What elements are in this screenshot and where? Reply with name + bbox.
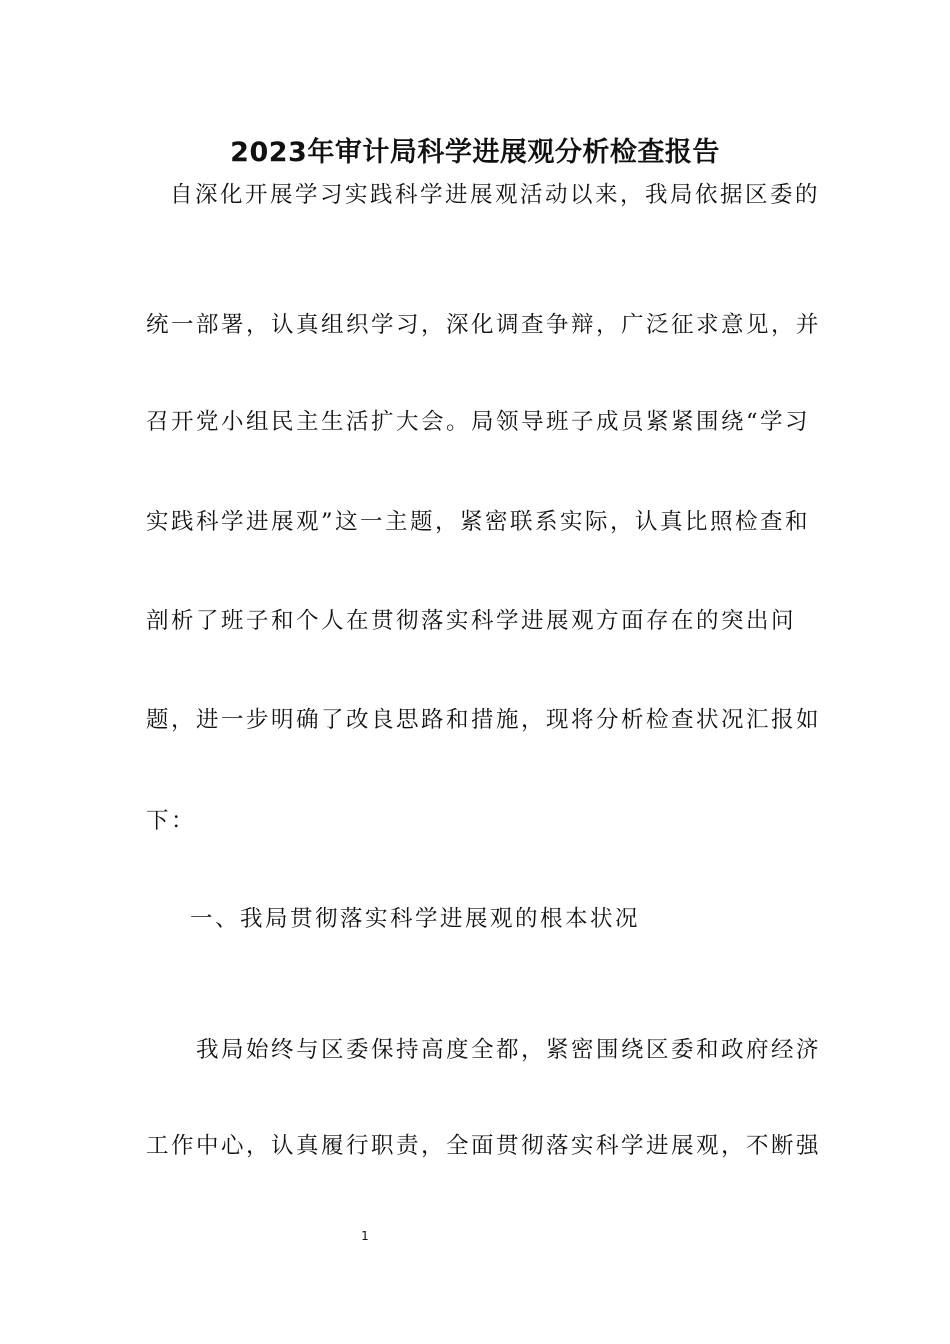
document-title: 2023年审计局科学进展观分析检查报告 [230, 137, 720, 168]
paragraph-line: 实践科学进展观”这一主题，紧密联系实际，认真比照检查和 [146, 509, 811, 535]
paragraph-line: 统一部署，认真组织学习，深化调查争辩，广泛征求意见，并 [146, 312, 822, 338]
paragraph-line: 我局始终与区委保持高度全都，紧密围绕区委和政府经济 [196, 1037, 822, 1063]
section-heading: 一、我局贯彻落实科学进展观的根本状况 [190, 906, 641, 932]
paragraph-line: 工作中心，认真履行职责，全面贯彻落实科学进展观，不断强 [146, 1133, 822, 1159]
paragraph-line: 自深化开展学习实践科学进展观活动以来，我局依据区委的 [170, 182, 821, 208]
paragraph-line: 剖析了班子和个人在贯彻落实科学进展观方面存在的突出问 [146, 608, 797, 634]
paragraph-line: 召开党小组民主生活扩大会。局领导班子成员紧紧围绕“学习 [146, 409, 811, 435]
paragraph-line: 题，进一步明确了改良思路和措施，现将分析检查状况汇报如 [146, 707, 822, 733]
paragraph-line: 下： [146, 808, 197, 834]
page-number: 1 [361, 1229, 369, 1243]
